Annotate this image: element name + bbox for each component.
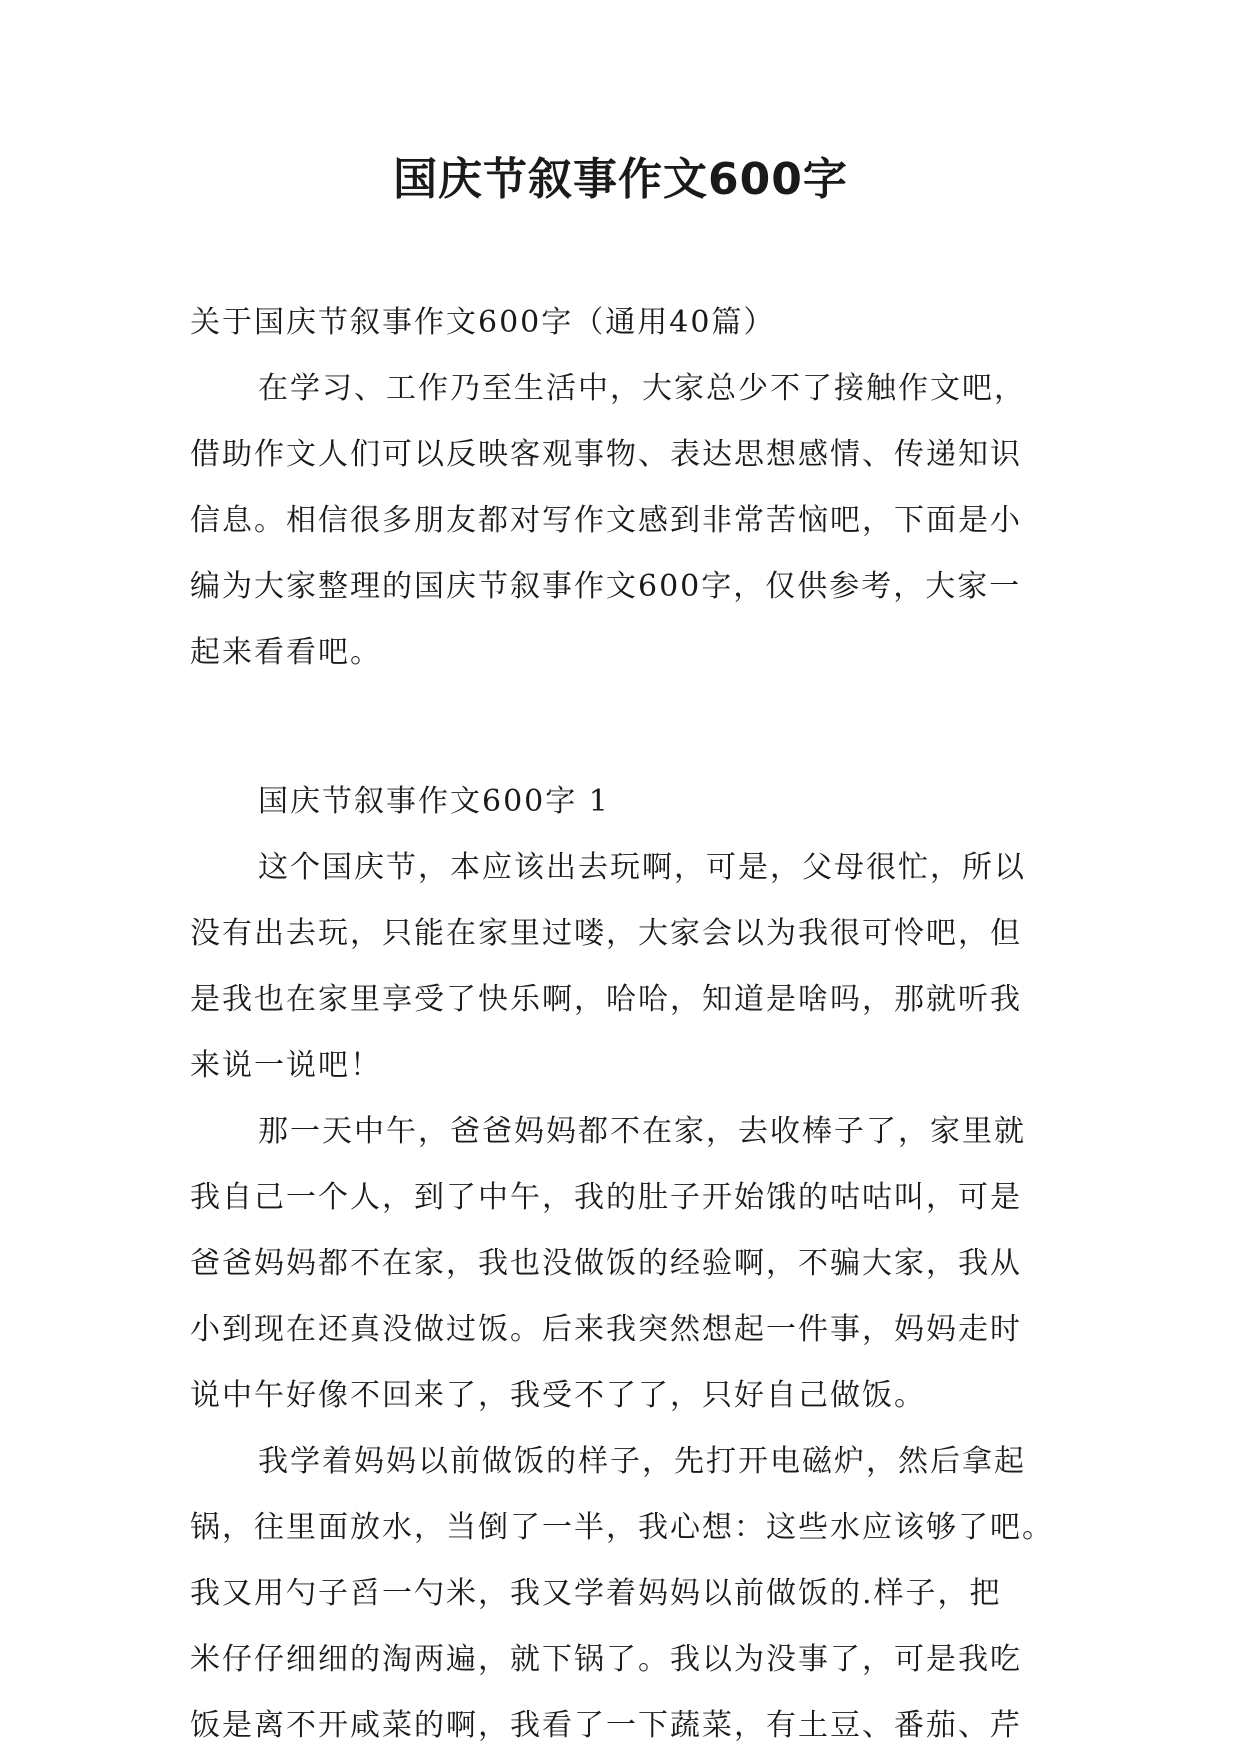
paragraph-line: 小到现在还真没做过饭。后来我突然想起一件事，妈妈走时 xyxy=(190,1312,1022,1347)
intro-paragraph xyxy=(190,356,1055,686)
paragraph-line: 我自己一个人，到了中午，我的肚子开始饿的咕咕叫，可是 xyxy=(190,1180,1022,1215)
section-heading: 国庆节叙事作文600字 1 xyxy=(258,784,610,819)
document-title: 国庆节叙事作文600字 xyxy=(393,154,848,205)
document-body xyxy=(190,290,1055,1759)
paragraph-3 xyxy=(190,1429,1055,1759)
paragraph-line: 在学习、工作乃至生活中，大家总少不了接触作文吧， xyxy=(258,371,1026,406)
paragraph-line: 锅，往里面放水，当倒了一半，我心想：这些水应该够了吧。 xyxy=(190,1510,1054,1545)
paragraph-line: 信息。相信很多朋友都对写作文感到非常苦恼吧，下面是小 xyxy=(190,503,1022,538)
paragraph-line: 米仔仔细细的淘两遍，就下锅了。我以为没事了，可是我吃 xyxy=(190,1642,1022,1677)
paragraph-line: 没有出去玩，只能在家里过喽，大家会以为我很可怜吧，但 xyxy=(190,916,1022,951)
paragraph-line: 我又用勺子舀一勺米，我又学着妈妈以前做饭的.样子，把 xyxy=(190,1576,1002,1611)
paragraph-line: 是我也在家里享受了快乐啊，哈哈，知道是啥吗，那就听我 xyxy=(190,982,1022,1017)
section-spacer xyxy=(190,686,1055,769)
paragraph-line: 说中午好像不回来了，我受不了了，只好自己做饭。 xyxy=(190,1378,926,1413)
paragraph-line: 爸爸妈妈都不在家，我也没做饭的经验啊，不骗大家，我从 xyxy=(190,1246,1022,1281)
paragraph-2 xyxy=(190,1099,1055,1429)
paragraph-1 xyxy=(190,835,1055,1099)
paragraph-line: 借助作文人们可以反映客观事物、表达思想感情、传递知识 xyxy=(190,437,1022,472)
paragraph-line: 我学着妈妈以前做饭的样子，先打开电磁炉，然后拿起 xyxy=(258,1444,1026,1479)
document-subtitle: 关于国庆节叙事作文600字（通用40篇） xyxy=(190,305,776,340)
paragraph-line: 编为大家整理的国庆节叙事作文600字，仅供参考，大家一 xyxy=(190,569,1022,604)
paragraph-line: 这个国庆节，本应该出去玩啊，可是，父母很忙，所以 xyxy=(258,850,1026,885)
paragraph-line: 起来看看吧。 xyxy=(190,635,382,670)
paragraph-line: 饭是离不开咸菜的啊，我看了一下蔬菜，有土豆、番茄、芹 xyxy=(190,1708,1022,1743)
paragraph-line: 那一天中午，爸爸妈妈都不在家，去收棒子了，家里就 xyxy=(258,1114,1026,1149)
paragraph-line: 来说一说吧！ xyxy=(190,1048,382,1083)
